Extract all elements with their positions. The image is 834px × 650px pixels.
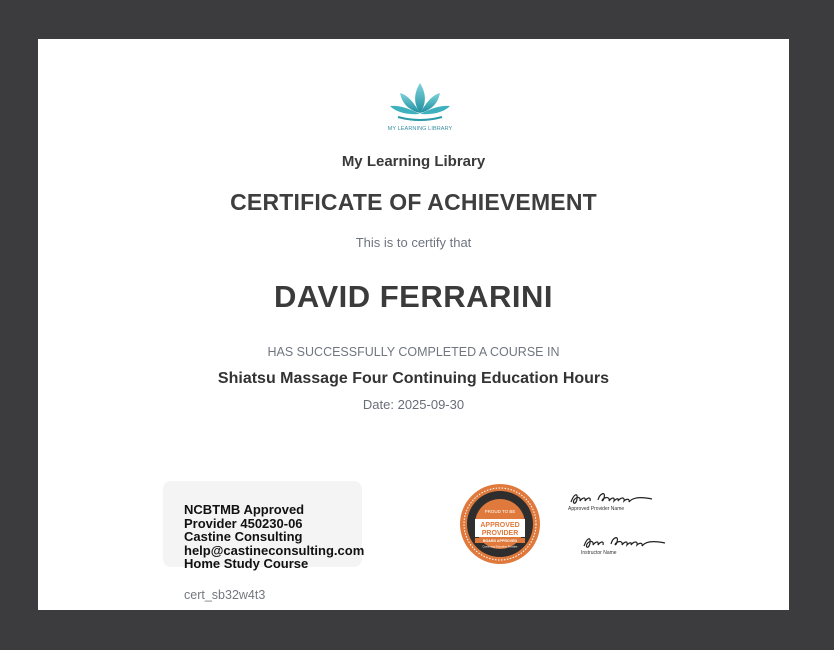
certificate-page bbox=[38, 39, 789, 610]
seal-top-text: PROUD TO BE bbox=[484, 509, 516, 514]
provider-line: Provider 450230-06 bbox=[184, 515, 303, 531]
seal-icon bbox=[459, 483, 541, 565]
seal-line2: PROVIDER bbox=[481, 530, 519, 537]
certificate-id: cert_sb32w4t3 bbox=[184, 588, 266, 602]
provider-line: Home Study Course bbox=[184, 556, 309, 571]
instructor-label: Instructor Name bbox=[581, 550, 617, 556]
certificate-title: CERTIFICATE OF ACHIEVEMENT bbox=[230, 189, 597, 215]
provider-line: NCBTMB Approved bbox=[184, 502, 305, 517]
completion-date: Date: 2025-09-30 bbox=[362, 397, 465, 412]
provider-info-text bbox=[184, 503, 384, 571]
approved-provider-signature bbox=[568, 488, 658, 512]
provider-line: help@castineconsulting.com bbox=[184, 542, 365, 558]
logo-text: MY LEARNING LIBRARY bbox=[387, 126, 453, 132]
provider-line: Castine Consulting bbox=[184, 529, 303, 544]
signature-icon bbox=[568, 488, 658, 508]
course-title: Shiatsu Massage Four Continuing Education Hours bbox=[217, 370, 610, 387]
organization-name: My Learning Library bbox=[341, 153, 486, 170]
lotus-icon bbox=[380, 79, 460, 125]
seal-line1: APPROVED bbox=[480, 522, 520, 529]
instructor-signature bbox=[581, 532, 671, 556]
certify-text: This is to certify that bbox=[355, 235, 472, 250]
signature-icon bbox=[581, 532, 671, 552]
seal-band-text: BOARD APPROVED bbox=[482, 539, 518, 543]
provider-info-box bbox=[163, 481, 365, 571]
lotus-logo bbox=[380, 79, 460, 137]
recipient-name: DAVID FERRARINI bbox=[273, 279, 554, 314]
approved-provider-seal bbox=[459, 483, 541, 565]
completed-text: HAS SUCCESSFULLY COMPLETED A COURSE IN bbox=[267, 345, 560, 359]
seal-bottom-text: Continuing Education Provider bbox=[482, 545, 518, 549]
approved-provider-label: Approved Provider Name bbox=[568, 506, 625, 512]
